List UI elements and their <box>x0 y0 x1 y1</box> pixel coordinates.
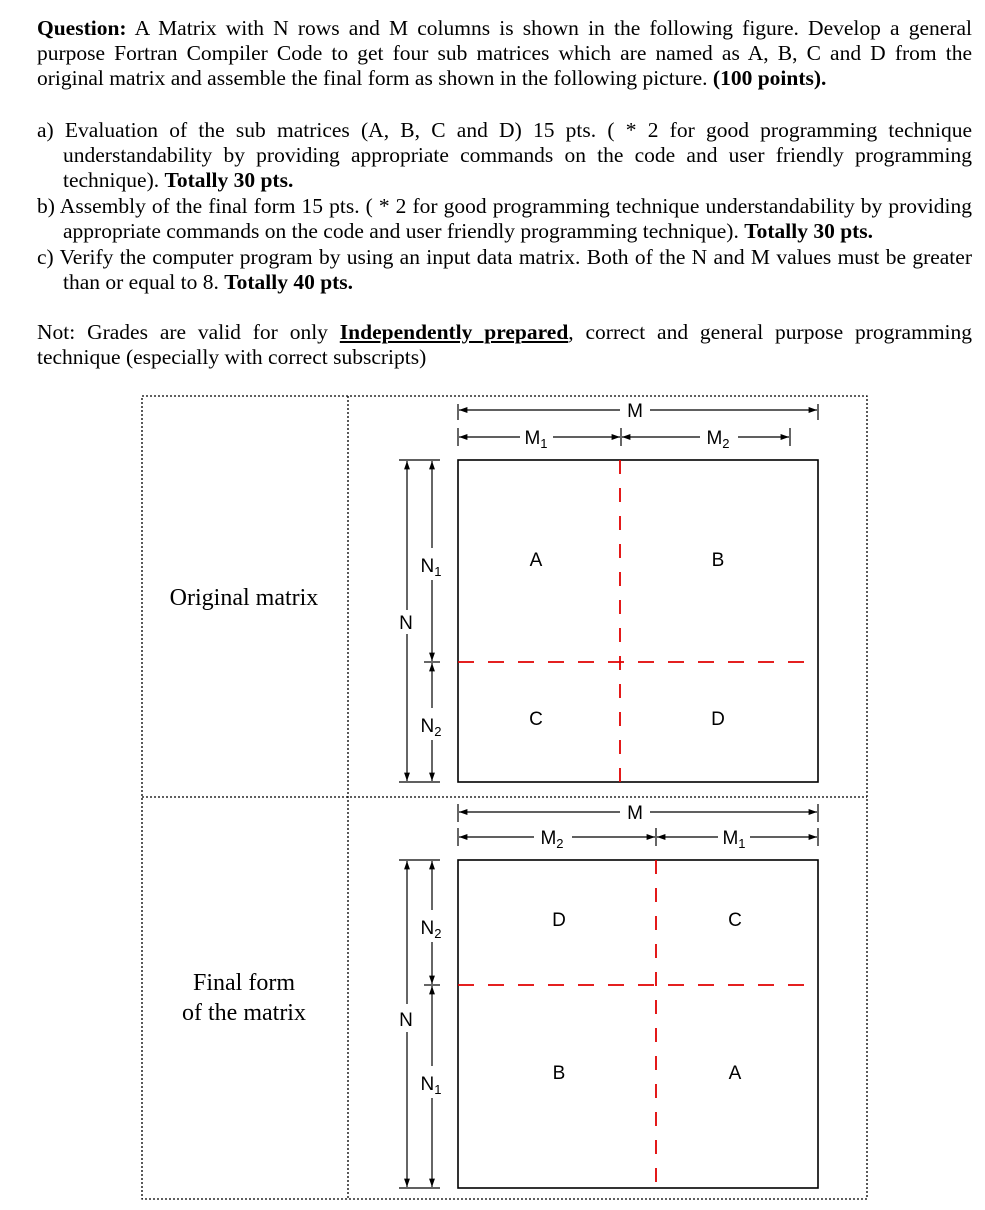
final-block-c-label: C <box>728 910 742 931</box>
original-m-label: M <box>627 401 643 422</box>
item-text: Evaluation of the sub matrices (A, B, C and D) 15 pts. ( * 2 for good programming technique understandability by providing appropriate commands on the code and user friendly programming technique). <box>63 118 972 192</box>
item-marker: a) <box>37 118 54 142</box>
block-d-label: D <box>711 709 725 730</box>
original-matrix-label: Original matrix <box>169 585 319 611</box>
final-matrix-box <box>458 860 818 1188</box>
original-m2-label: $M_2$ <box>706 428 730 451</box>
note-emphasis: Independently prepared <box>339 320 569 344</box>
original-n1-label: $N_1$ <box>420 556 442 579</box>
final-form-label-line2: of the matrix <box>182 1000 306 1026</box>
final-block-d-label: D <box>552 910 566 931</box>
block-b-label: B <box>711 550 725 571</box>
question-text: A Matrix with N rows and M columns is shown in the following figure. Develop a general purpose Fortran Compiler Code to get four sub matrices which are named as A, B, C and D from the original matrix and assemble the final form as shown in the following picture. <box>37 16 972 90</box>
original-sub-dimension <box>458 428 790 446</box>
final-n-label: N <box>399 1010 413 1031</box>
note-suffix: , correct and general purpose programming technique (especially with correct subscripts) <box>37 320 973 369</box>
original-n-label: N <box>399 613 413 634</box>
original-matrix-box <box>458 460 818 782</box>
question-points: (100 points). <box>712 66 827 90</box>
final-block-a-label: A <box>728 1063 742 1084</box>
final-m2-label: $M_2$ <box>540 828 564 851</box>
original-n2-label: $N_2$ <box>420 716 442 739</box>
block-c-label: C <box>529 709 543 730</box>
final-form-label-line1: Final form <box>193 970 295 996</box>
final-sub-dimension <box>458 828 818 846</box>
item-total: Totally 30 pts. <box>744 219 874 243</box>
item-text: Assembly of the final form 15 pts. ( * 2 for good programming technique understandability by providing appropriate commands on the code and user friendly programming technique). <box>59 194 972 243</box>
final-n1-label: $N_1$ <box>420 1074 442 1097</box>
final-n2-label: $N_2$ <box>420 918 442 941</box>
note-prefix: Not: Grades are valid for only <box>37 320 340 344</box>
final-m1-label: $M_1$ <box>722 828 746 851</box>
figure-table-grid <box>142 396 867 1199</box>
final-m-label: M <box>627 803 643 824</box>
item-total: Totally 40 pts. <box>224 270 354 294</box>
item-marker: b) <box>37 194 55 218</box>
final-block-b-label: B <box>552 1063 566 1084</box>
item-text: Verify the computer program by using an input data matrix. Both of the N and M values must be greater than or equal to 8. <box>59 245 972 294</box>
item-total: Totally 30 pts. <box>164 168 294 192</box>
block-a-label: A <box>529 550 543 571</box>
original-m1-label: $M_1$ <box>524 428 548 451</box>
item-marker: c) <box>37 245 54 269</box>
question-label: Question: <box>37 16 127 40</box>
